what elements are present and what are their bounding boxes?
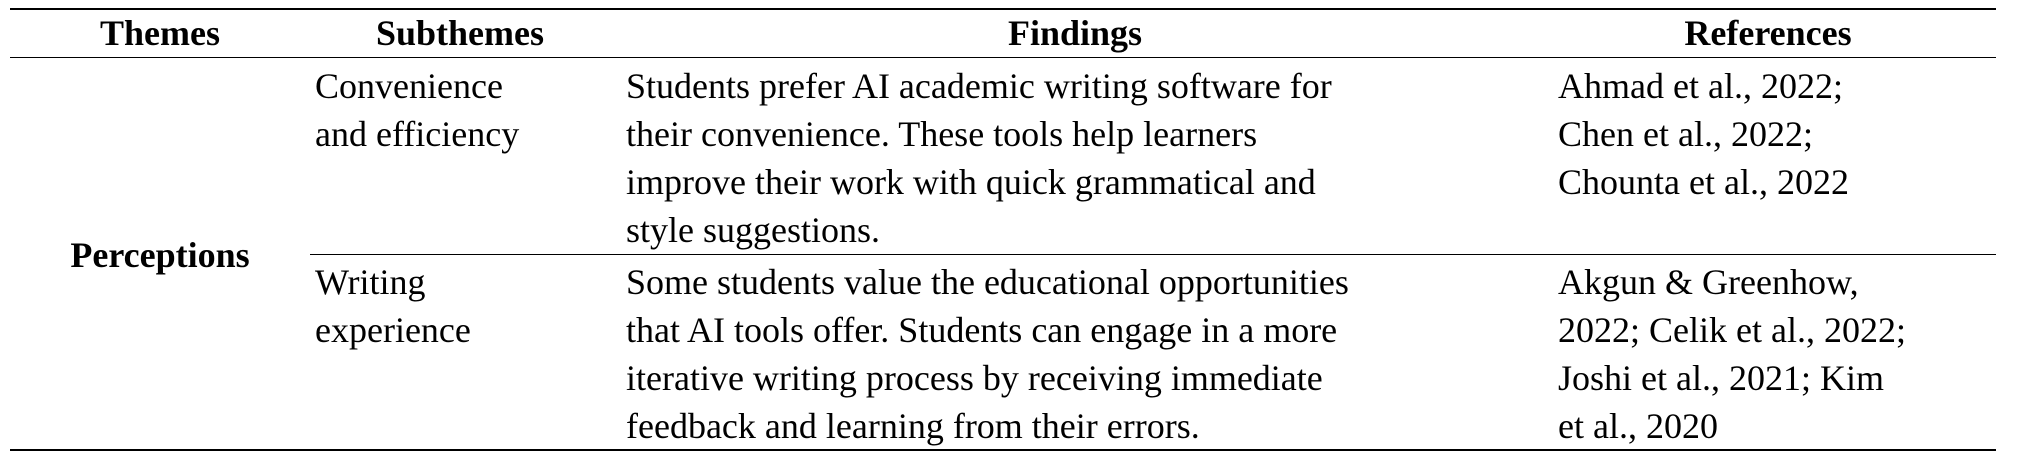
row-2-reference-line: et al., 2020: [1558, 406, 1718, 446]
row-2-findings-line: Some students value the educational opportunities: [626, 262, 1349, 302]
row-2-findings-line: that AI tools offer. Students can engage in a more: [626, 310, 1338, 350]
row-2-subtheme: [315, 258, 605, 354]
row-2-reference-line: 2022; Celik et al., 2022;: [1558, 310, 1906, 350]
row-1-reference-line: Chounta et al., 2022: [1558, 162, 1849, 202]
header-bottom-rule: [10, 57, 1996, 58]
header-themes: Themes: [100, 13, 220, 53]
row-1-findings-line: improve their work with quick grammatical and: [626, 162, 1316, 202]
header-references: References: [1684, 13, 1852, 53]
table-bottom-rule: [10, 449, 1996, 451]
header-subthemes: Subthemes: [375, 13, 545, 53]
row-1-reference-line: Chen et al., 2022;: [1558, 114, 1813, 154]
row-1-subtheme: [315, 62, 605, 158]
row-1-reference-line: Ahmad et al., 2022;: [1558, 66, 1843, 106]
row-2-reference-line: Akgun & Greenhow,: [1558, 262, 1859, 302]
row-2-findings-line: feedback and learning from their errors.: [626, 406, 1200, 446]
row-2-references: [1558, 258, 1996, 450]
row-1-subtheme-line: Convenience: [315, 66, 503, 106]
row-2-subtheme-line: Writing: [315, 262, 426, 302]
row-divider-rule: [310, 254, 1996, 255]
row-1-subtheme-line: and efficiency: [315, 114, 520, 154]
theme-cell-perceptions: Perceptions: [70, 235, 250, 275]
row-1-findings-line: style suggestions.: [626, 210, 881, 250]
row-1-findings-line: Students prefer AI academic writing software for: [626, 66, 1332, 106]
row-1-findings-line: their convenience. These tools help learners: [626, 114, 1258, 154]
row-1-findings: [626, 62, 1536, 254]
row-2-findings-line: iterative writing process by receiving immediate: [626, 358, 1323, 398]
row-2-findings: [626, 258, 1536, 450]
row-1-references: [1558, 62, 1996, 206]
row-2-subtheme-line: experience: [315, 310, 471, 350]
findings-table: [10, 0, 1996, 457]
header-findings: Findings: [1007, 13, 1143, 53]
row-2-reference-line: Joshi et al., 2021; Kim: [1558, 358, 1884, 398]
